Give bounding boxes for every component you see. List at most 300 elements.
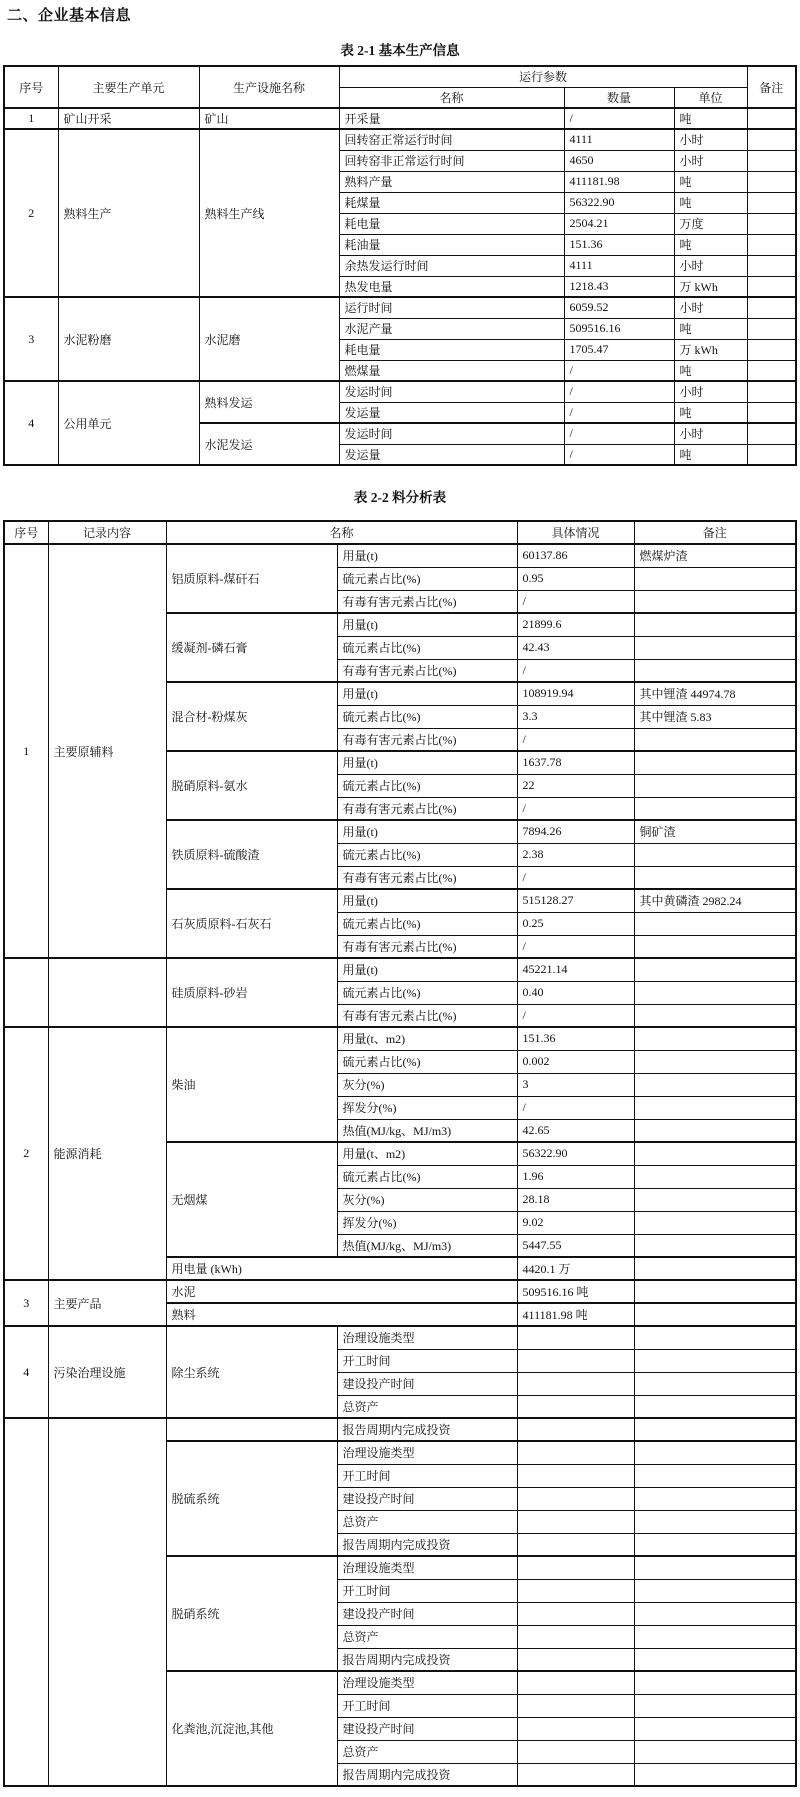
detail-value-cell: 42.65 [517,1119,634,1142]
note-cell [634,1073,796,1096]
detail-value-cell [517,1487,634,1510]
item-name-cell: 治理设施类型 [337,1326,517,1349]
note-cell [634,1165,796,1188]
record-content-cell: 主要原辅料 [48,544,166,958]
detail-value-cell: 515128.27 [517,889,634,912]
unit-cell: 吨 [674,171,747,192]
param-name-cell: 回转窑正常运行时间 [339,129,564,150]
item-name-cell: 有毒有害元素占比(%) [337,797,517,820]
note-cell [747,108,796,129]
quantity-cell: 151.36 [564,234,674,255]
table-row [4,108,796,129]
detail-value-cell [517,1602,634,1625]
note-cell [634,1119,796,1142]
unit-cell: 吨 [674,234,747,255]
item-name-cell: 用量(t) [337,613,517,636]
quantity-cell: 2504.21 [564,213,674,234]
item-name-cell: 热值(MJ/kg、MJ/m3) [337,1234,517,1257]
item-name-cell: 硫元素占比(%) [337,705,517,728]
material-name-cell: 铁质原料-硫酸渣 [166,820,337,889]
detail-value-cell: 56322.90 [517,1142,634,1165]
note-cell [634,797,796,820]
detail-value-cell: 42.43 [517,636,634,659]
note-cell [634,590,796,613]
quantity-cell: 411181.98 [564,171,674,192]
material-name-cell: 石灰质原料-石灰石 [166,889,337,958]
detail-value-cell [517,1740,634,1763]
item-name-cell: 有毒有害元素占比(%) [337,1004,517,1027]
table-material-analysis [3,520,797,1787]
facility-name-cell: 水泥磨 [199,297,339,381]
item-name-cell: 用量(t、m2) [337,1142,517,1165]
note-cell [747,255,796,276]
quantity-cell: / [564,402,674,423]
item-name-cell: 用量(t、m2) [337,1027,517,1050]
note-cell [747,318,796,339]
detail-value-cell: / [517,1004,634,1027]
detail-value-cell: 22 [517,774,634,797]
item-name-cell: 硫元素占比(%) [337,843,517,866]
note-cell [634,1671,796,1694]
detail-value-cell [517,1556,634,1579]
unit-cell: 万 kWh [674,276,747,297]
item-name-cell: 开工时间 [337,1349,517,1372]
table-row [4,1280,796,1303]
note-cell [747,234,796,255]
index-cell: 4 [4,1326,48,1418]
note-cell [747,276,796,297]
unit-cell: 吨 [674,318,747,339]
facility-name-cell: 熟料生产线 [199,129,339,297]
unit-cell: 万 kWh [674,339,747,360]
header-operating-params: 运行参数 [339,66,747,87]
detail-value-cell: 5447.55 [517,1234,634,1257]
table-row [4,521,796,544]
table-row [4,544,796,567]
note-cell [634,1234,796,1257]
quantity-cell: / [564,381,674,402]
note-cell [634,1648,796,1671]
quantity-cell: 4111 [564,129,674,150]
detail-value-cell [517,1441,634,1464]
material-name-cell: 用电量 (kWh) [166,1257,517,1280]
item-name-cell: 用量(t) [337,544,517,567]
record-content-cell: 能源消耗 [48,1027,166,1280]
header-note: 备注 [634,521,796,544]
item-name-cell: 硫元素占比(%) [337,912,517,935]
index-cell: 3 [4,297,58,381]
note-cell [634,1763,796,1786]
unit-cell: 小时 [674,297,747,318]
detail-value-cell: 0.40 [517,981,634,1004]
detail-value-cell [517,1648,634,1671]
detail-value-cell [517,1510,634,1533]
note-cell [634,1579,796,1602]
note-cell [747,339,796,360]
param-name-cell: 开采量 [339,108,564,129]
detail-value-cell: 108919.94 [517,682,634,705]
item-name-cell: 挥发分(%) [337,1211,517,1234]
item-name-cell: 有毒有害元素占比(%) [337,728,517,751]
quantity-cell: 509516.16 [564,318,674,339]
index-cell: 3 [4,1280,48,1326]
note-cell [747,171,796,192]
quantity-cell: 1218.43 [564,276,674,297]
param-name-cell: 热发电量 [339,276,564,297]
header-detail: 具体情况 [517,521,634,544]
page-title: 二、企业基本信息 [7,7,132,24]
header-note: 备注 [747,66,796,108]
param-name-cell: 耗电量 [339,339,564,360]
item-name-cell: 报告周期内完成投资 [337,1648,517,1671]
item-name-cell: 总资产 [337,1625,517,1648]
note-cell [634,1211,796,1234]
table-row [4,1027,796,1050]
production-unit-cell: 水泥粉磨 [58,297,199,381]
unit-cell: 吨 [674,402,747,423]
detail-value-cell: / [517,1096,634,1119]
param-name-cell: 发运时间 [339,423,564,444]
param-name-cell: 耗电量 [339,213,564,234]
quantity-cell: / [564,360,674,381]
quantity-cell: 1705.47 [564,339,674,360]
detail-value-cell: 7894.26 [517,820,634,843]
detail-value-cell [517,1717,634,1740]
note-cell [634,1004,796,1027]
note-cell [747,423,796,444]
material-name-cell: 铝质原料-煤矸石 [166,544,337,613]
quantity-cell: / [564,423,674,444]
item-name-cell: 有毒有害元素占比(%) [337,659,517,682]
detail-value-cell [517,1326,634,1349]
quantity-cell: / [564,444,674,465]
detail-value-cell: 60137.86 [517,544,634,567]
note-cell [634,981,796,1004]
note-cell [634,912,796,935]
param-name-cell: 水泥产量 [339,318,564,339]
table-row [4,958,796,981]
item-name-cell: 建设投产时间 [337,1717,517,1740]
note-cell [634,1326,796,1349]
item-name-cell: 建设投产时间 [337,1372,517,1395]
unit-cell: 吨 [674,108,747,129]
detail-value-cell: 3 [517,1073,634,1096]
item-name-cell: 硫元素占比(%) [337,567,517,590]
detail-value-cell: 411181.98 吨 [517,1303,634,1326]
table-row [4,129,796,150]
header-index: 序号 [4,521,48,544]
detail-value-cell: 151.36 [517,1027,634,1050]
note-cell [634,1533,796,1556]
note-cell [747,297,796,318]
unit-cell: 小时 [674,150,747,171]
index-cell [4,958,48,1027]
detail-value-cell: / [517,797,634,820]
note-cell [634,1602,796,1625]
note-cell: 其中锂渣 5.83 [634,705,796,728]
record-content-cell: 污染治理设施 [48,1326,166,1418]
unit-cell: 吨 [674,360,747,381]
material-name-cell: 除尘系统 [166,1326,337,1418]
index-cell: 4 [4,381,58,465]
note-cell [634,1142,796,1165]
detail-value-cell [517,1625,634,1648]
record-content-cell [48,1418,166,1786]
note-cell [634,1510,796,1533]
item-name-cell: 治理设施类型 [337,1556,517,1579]
item-name-cell: 报告周期内完成投资 [337,1533,517,1556]
item-name-cell: 总资产 [337,1510,517,1533]
item-name-cell: 总资产 [337,1395,517,1418]
detail-value-cell: 45221.14 [517,958,634,981]
note-cell [634,1395,796,1418]
detail-value-cell: 4420.1 万 [517,1257,634,1280]
item-name-cell: 建设投产时间 [337,1487,517,1510]
note-cell [634,1027,796,1050]
note-cell [634,935,796,958]
detail-value-cell: 21899.6 [517,613,634,636]
param-name-cell: 发运量 [339,444,564,465]
note-cell [747,129,796,150]
item-name-cell: 硫元素占比(%) [337,636,517,659]
material-name-cell: 熟料 [166,1303,517,1326]
index-cell: 2 [4,1027,48,1280]
facility-name-cell: 水泥发运 [199,423,339,465]
material-name-cell: 水泥 [166,1280,517,1303]
note-cell [747,402,796,423]
facility-name-cell: 熟料发运 [199,381,339,423]
item-name-cell: 有毒有害元素占比(%) [337,935,517,958]
unit-cell: 小时 [674,129,747,150]
item-name-cell: 用量(t) [337,820,517,843]
table-basic-production-info [3,65,797,466]
note-cell [634,1050,796,1073]
detail-value-cell [517,1579,634,1602]
detail-value-cell: 28.18 [517,1188,634,1211]
detail-value-cell [517,1349,634,1372]
detail-value-cell [517,1418,634,1441]
index-cell: 1 [4,108,58,129]
detail-value-cell [517,1533,634,1556]
detail-value-cell: 509516.16 吨 [517,1280,634,1303]
note-cell [634,866,796,889]
note-cell [634,1418,796,1441]
item-name-cell: 用量(t) [337,751,517,774]
item-name-cell: 有毒有害元素占比(%) [337,590,517,613]
note-cell [634,659,796,682]
item-name-cell: 总资产 [337,1740,517,1763]
detail-value-cell [517,1694,634,1717]
note-cell [634,1464,796,1487]
note-cell [634,1556,796,1579]
facility-name-cell: 矿山 [199,108,339,129]
record-content-cell: 主要产品 [48,1280,166,1326]
param-name-cell: 发运量 [339,402,564,423]
unit-cell: 小时 [674,381,747,402]
index-cell: 1 [4,544,48,958]
param-name-cell: 回转窑非正常运行时间 [339,150,564,171]
note-cell [634,1487,796,1510]
detail-value-cell [517,1395,634,1418]
param-name-cell: 余热发运行时间 [339,255,564,276]
header-production-unit: 主要生产单元 [58,66,199,108]
note-cell [634,1257,796,1280]
unit-cell: 吨 [674,444,747,465]
note-cell [634,958,796,981]
index-cell: 2 [4,129,58,297]
header-index: 序号 [4,66,58,108]
note-cell: 其中黄磷渣 2982.24 [634,889,796,912]
item-name-cell: 硫元素占比(%) [337,774,517,797]
unit-cell: 万度 [674,213,747,234]
detail-value-cell: 1.96 [517,1165,634,1188]
note-cell [747,213,796,234]
item-name-cell: 有毒有害元素占比(%) [337,866,517,889]
item-name-cell: 报告周期内完成投资 [337,1763,517,1786]
note-cell [634,1349,796,1372]
header-param-unit: 单位 [674,87,747,108]
table2-title: 表 2-2 料分析表 [353,490,447,505]
param-name-cell: 发运时间 [339,381,564,402]
material-name-cell: 脱硝系统 [166,1556,337,1671]
index-cell [4,1418,48,1786]
header-name: 名称 [166,521,517,544]
note-cell [634,1280,796,1303]
detail-value-cell: / [517,935,634,958]
item-name-cell: 硫元素占比(%) [337,1050,517,1073]
detail-value-cell: / [517,659,634,682]
item-name-cell: 用量(t) [337,958,517,981]
note-cell [634,613,796,636]
detail-value-cell: 1637.78 [517,751,634,774]
production-unit-cell: 公用单元 [58,381,199,465]
unit-cell: 小时 [674,255,747,276]
table-row [4,297,796,318]
material-name-cell: 无烟煤 [166,1142,337,1257]
note-cell [634,1625,796,1648]
detail-value-cell: 0.25 [517,912,634,935]
material-name-cell: 脱硫系统 [166,1441,337,1556]
detail-value-cell [517,1671,634,1694]
note-cell [634,636,796,659]
detail-value-cell: 9.02 [517,1211,634,1234]
material-name-cell: 脱硝原料-氨水 [166,751,337,820]
note-cell: 其中锂渣 44974.78 [634,682,796,705]
note-cell [747,381,796,402]
unit-cell: 小时 [674,423,747,444]
detail-value-cell [517,1372,634,1395]
item-name-cell: 建设投产时间 [337,1602,517,1625]
quantity-cell: 6059.52 [564,297,674,318]
note-cell [634,1096,796,1119]
detail-value-cell: 3.3 [517,705,634,728]
param-name-cell: 耗油量 [339,234,564,255]
quantity-cell: 4650 [564,150,674,171]
production-unit-cell: 矿山开采 [58,108,199,129]
quantity-cell: / [564,108,674,129]
material-name-cell: 缓凝剂-磷石膏 [166,613,337,682]
material-name-cell: 混合材-粉煤灰 [166,682,337,751]
note-cell [634,843,796,866]
note-cell [634,1303,796,1326]
header-param-name: 名称 [339,87,564,108]
detail-value-cell: 0.95 [517,567,634,590]
item-name-cell: 开工时间 [337,1579,517,1602]
param-name-cell: 运行时间 [339,297,564,318]
param-name-cell: 耗煤量 [339,192,564,213]
detail-value-cell: 2.38 [517,843,634,866]
note-cell [634,1188,796,1211]
param-name-cell: 熟料产量 [339,171,564,192]
material-name-cell: 化粪池,沉淀池,其他 [166,1671,337,1786]
item-name-cell: 治理设施类型 [337,1441,517,1464]
header-quantity: 数量 [564,87,674,108]
detail-value-cell [517,1763,634,1786]
detail-value-cell: / [517,590,634,613]
item-name-cell: 治理设施类型 [337,1671,517,1694]
header-record-content: 记录内容 [48,521,166,544]
item-name-cell: 挥发分(%) [337,1096,517,1119]
param-name-cell: 燃煤量 [339,360,564,381]
table-row [4,381,796,402]
table-row [4,66,796,87]
table-row [4,1418,796,1441]
detail-value-cell: / [517,728,634,751]
note-cell [634,728,796,751]
item-name-cell: 用量(t) [337,682,517,705]
note-cell [634,567,796,590]
item-name-cell: 报告周期内完成投资 [337,1418,517,1441]
note-cell [747,444,796,465]
unit-cell: 吨 [674,192,747,213]
detail-value-cell: / [517,866,634,889]
item-name-cell: 用量(t) [337,889,517,912]
material-name-cell [166,1418,337,1441]
header-facility-name: 生产设施名称 [199,66,339,108]
item-name-cell: 热值(MJ/kg、MJ/m3) [337,1119,517,1142]
quantity-cell: 4111 [564,255,674,276]
note-cell [634,751,796,774]
note-cell [634,1740,796,1763]
note-cell [634,1694,796,1717]
item-name-cell: 开工时间 [337,1464,517,1487]
item-name-cell: 灰分(%) [337,1073,517,1096]
detail-value-cell: 0.002 [517,1050,634,1073]
note-cell: 燃煤炉渣 [634,544,796,567]
item-name-cell: 开工时间 [337,1694,517,1717]
item-name-cell: 硫元素占比(%) [337,1165,517,1188]
item-name-cell: 硫元素占比(%) [337,981,517,1004]
note-cell [747,150,796,171]
record-content-cell [48,958,166,1027]
note-cell [634,1441,796,1464]
production-unit-cell: 熟料生产 [58,129,199,297]
note-cell [747,192,796,213]
item-name-cell: 灰分(%) [337,1188,517,1211]
table1-title: 表 2-1 基本生产信息 [340,43,460,58]
note-cell [634,1372,796,1395]
note-cell [634,774,796,797]
material-name-cell: 硅质原料-砂岩 [166,958,337,1027]
document-page [0,4,800,1787]
quantity-cell: 56322.90 [564,192,674,213]
note-cell [747,360,796,381]
note-cell [634,1717,796,1740]
detail-value-cell [517,1464,634,1487]
material-name-cell: 柴油 [166,1027,337,1142]
note-cell: 铜矿渣 [634,820,796,843]
table-row [4,1326,796,1349]
